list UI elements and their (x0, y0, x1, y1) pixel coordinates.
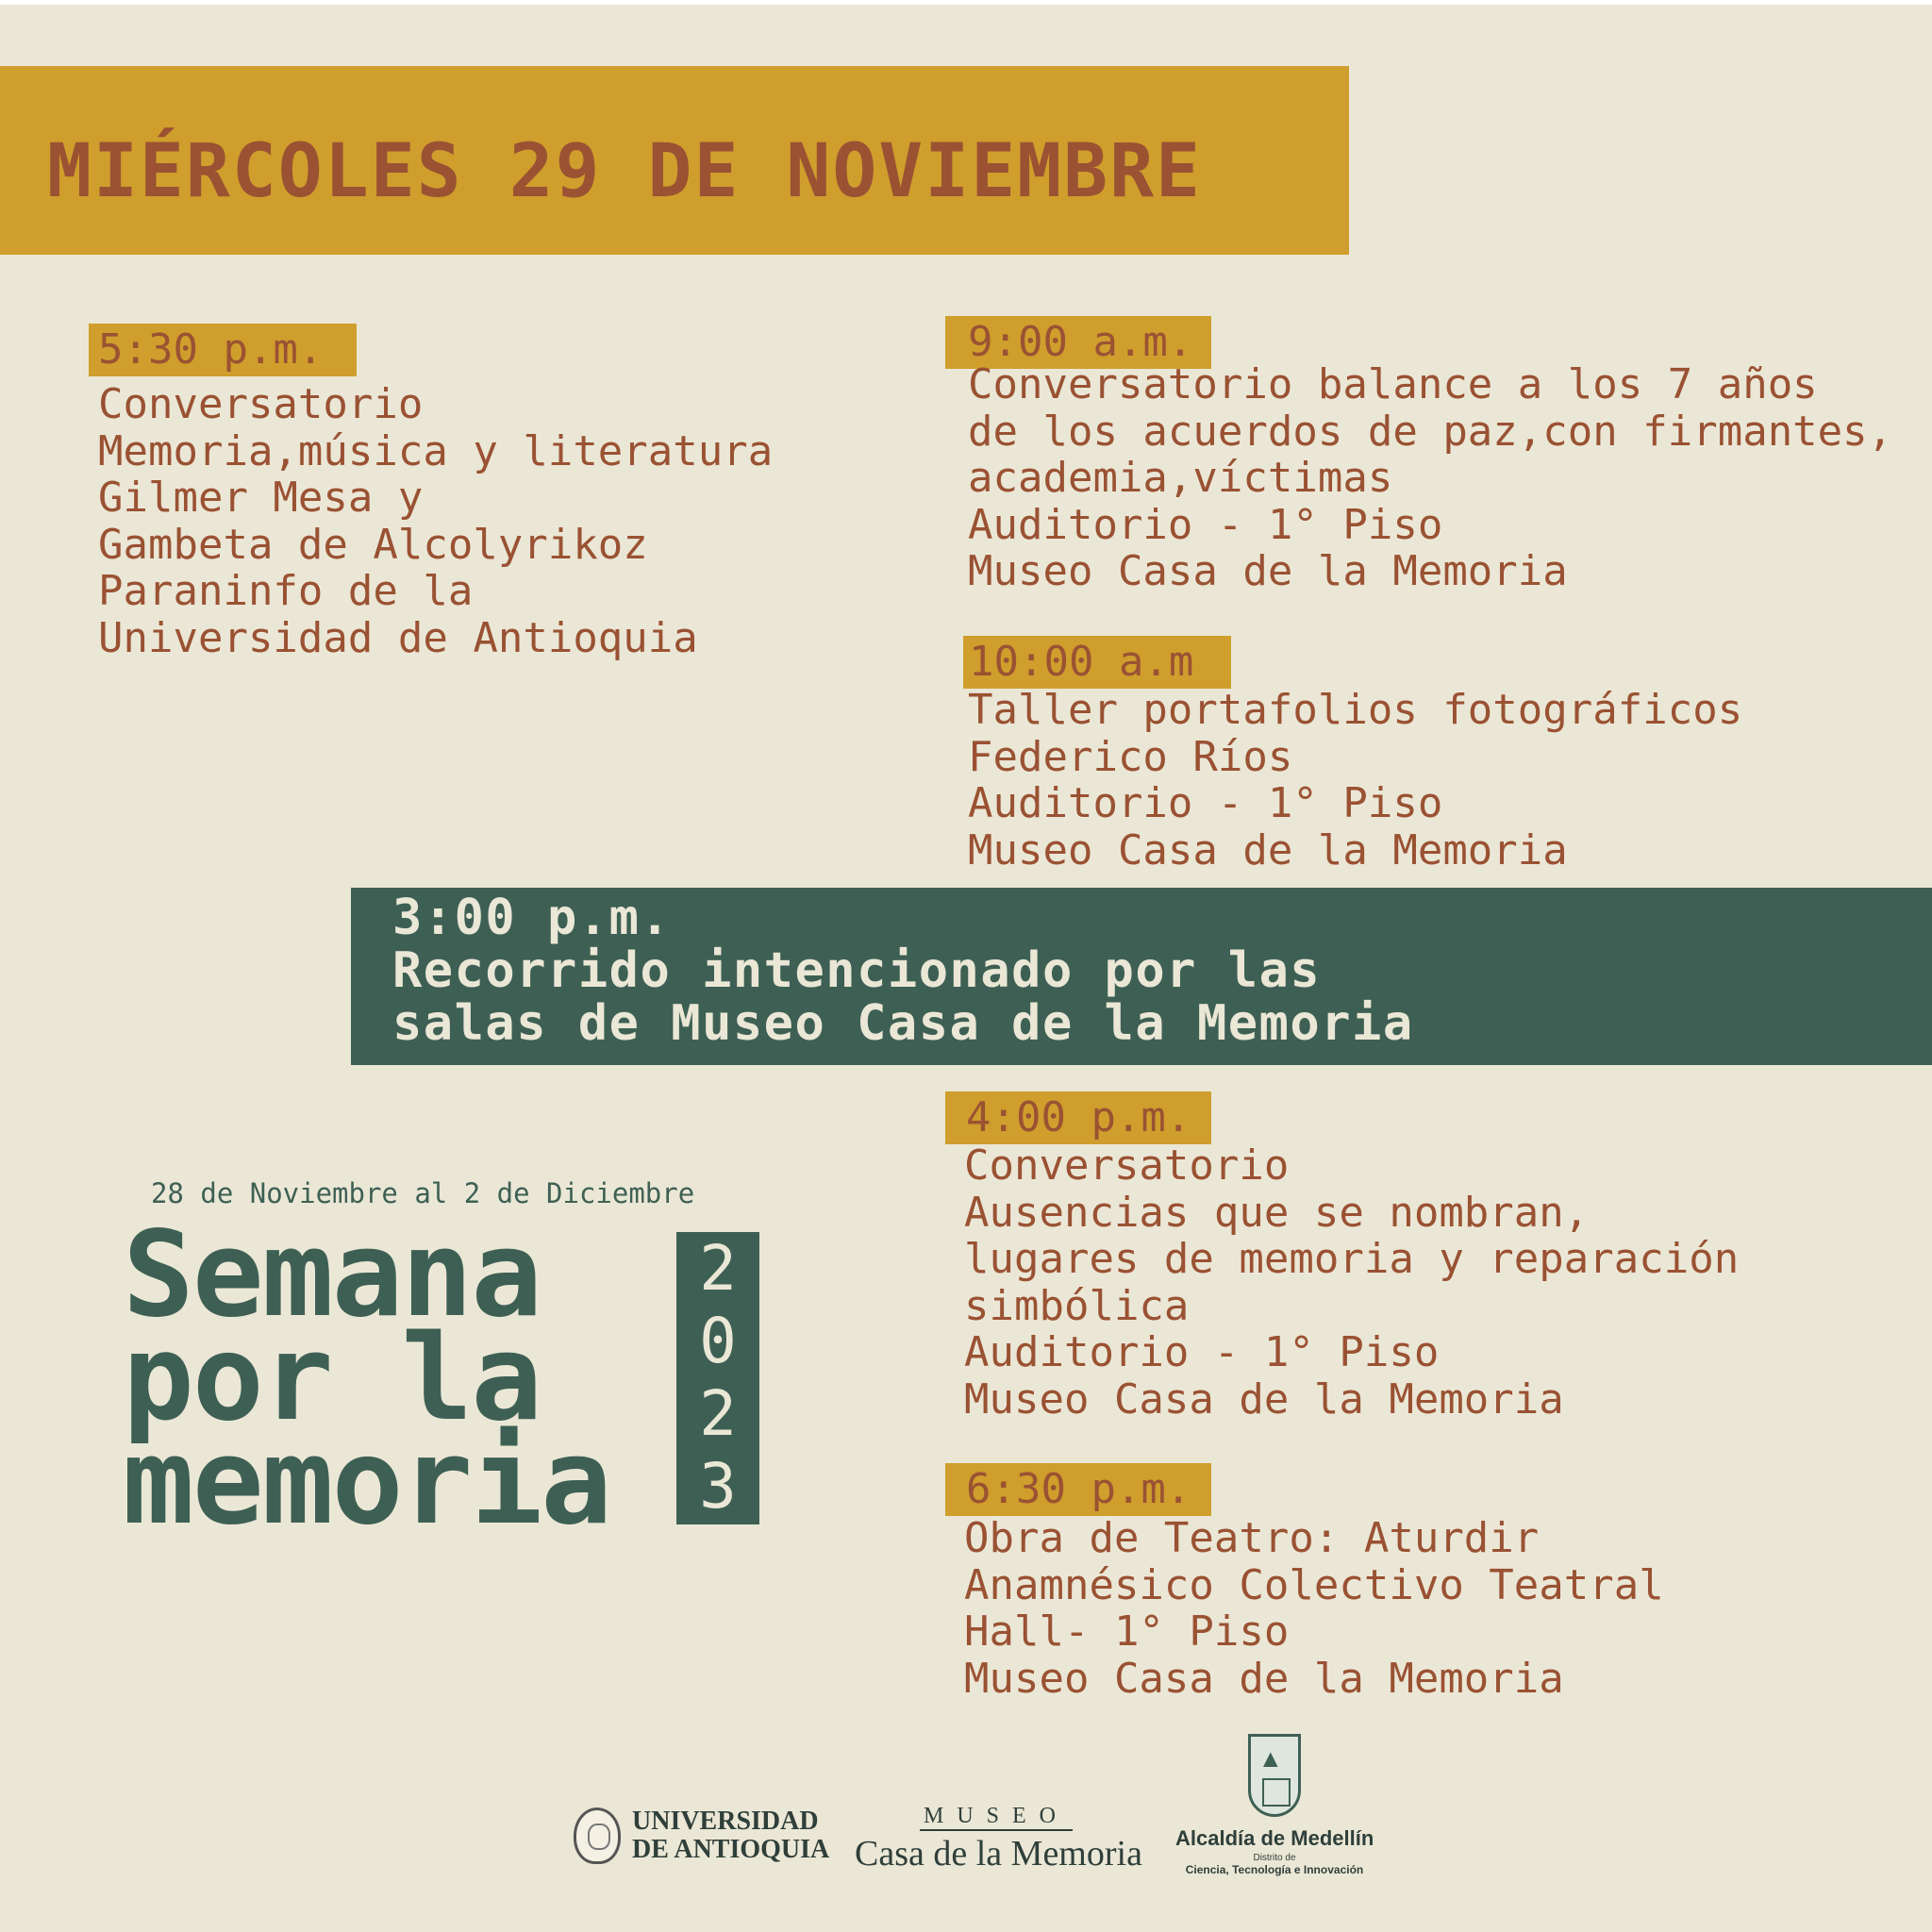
event-line: Memoria,música y literatura (98, 426, 774, 475)
event-line: Museo Casa de la Memoria (964, 1654, 1564, 1703)
alcaldia-subtitle: Ciencia, Tecnología e Innovación (1185, 1863, 1364, 1876)
event-details (968, 361, 1892, 595)
museo-logo-bottom: Casa de la Memoria (855, 1834, 1142, 1874)
event-line: Conversatorio (98, 380, 424, 428)
year-digit: 0 (699, 1305, 737, 1377)
event-line: Auditorio - 1° Piso (968, 500, 1443, 549)
brand-title-line: memoria (123, 1412, 611, 1551)
page-title: MIÉRCOLES 29 DE NOVIEMBRE (47, 129, 1202, 214)
year-digit: 3 (699, 1450, 737, 1523)
event-details (964, 1142, 1739, 1423)
event-line: Obra de Teatro: Aturdir (964, 1514, 1540, 1562)
year-digit: 2 (699, 1377, 737, 1450)
year-badge (676, 1232, 759, 1524)
brand-title-line: Semana (123, 1205, 541, 1343)
event-line: Paraninfo de la (98, 567, 474, 615)
event-line: Hall- 1° Piso (964, 1607, 1290, 1656)
event-line: de los acuerdos de paz,con firmantes, (968, 407, 1893, 456)
event-line: Universidad de Antioquia (98, 613, 698, 662)
event-time-badge: 6:30 p.m. (945, 1463, 1211, 1516)
featured-event-band (351, 888, 1932, 1065)
date-range: 28 de Noviembre al 2 de Diciembre (151, 1177, 695, 1209)
event-details (964, 1515, 1664, 1702)
university-seal-icon (574, 1807, 621, 1864)
brand-title-line: por la (123, 1308, 541, 1447)
event-line: Anamnésico Colectivo Teatral (964, 1560, 1664, 1609)
event-line: academia,víctimas (968, 454, 1393, 502)
featured-event-time: 3:00 p.m. (392, 890, 672, 946)
event-line: Federico Ríos (968, 732, 1293, 781)
date-banner (0, 66, 1349, 255)
top-strip (0, 0, 1932, 5)
museo-logo (855, 1804, 1142, 1874)
alcaldia-name: Alcaldía de Medellín (1175, 1826, 1374, 1850)
event-line: lugares de memoria y reparación (964, 1235, 1740, 1283)
event-line: Museo Casa de la Memoria (964, 1374, 1564, 1424)
event-line: Gilmer Mesa y (98, 474, 424, 522)
event-line: Taller portafolios fotográficos (968, 686, 1743, 734)
event-line: Gambeta de Alcolyrikoz (98, 520, 648, 569)
coat-of-arms-icon (1248, 1734, 1301, 1817)
featured-event-line: Recorrido intencionado por las (392, 942, 1322, 999)
featured-event-line: salas de Museo Casa de la Memoria (392, 995, 1414, 1052)
alcaldia-subtitle: Distrito de (1253, 1853, 1296, 1863)
event-line: Auditorio - 1° Piso (964, 1328, 1440, 1376)
year-digit: 2 (699, 1232, 737, 1305)
event-line: Museo Casa de la Memoria (968, 825, 1568, 874)
event-line: Conversatorio balance a los 7 años (968, 360, 1818, 408)
event-line: Ausencias que se nombran, (964, 1188, 1590, 1237)
sponsor-logos (566, 1726, 1377, 1896)
event-time-badge: 10:00 a.m (963, 636, 1231, 689)
event-line: Museo Casa de la Memoria (968, 547, 1568, 595)
event-details (98, 381, 773, 661)
event-time-badge: 4:00 p.m. (945, 1091, 1211, 1144)
event-time-badge: 9:00 a.m. (945, 316, 1211, 369)
event-line: Auditorio - 1° Piso (968, 779, 1443, 827)
event-line: simbólica (964, 1281, 1190, 1330)
event-details (968, 687, 1742, 874)
museo-logo-top: MUSEO (920, 1804, 1073, 1831)
university-name: UNIVERSIDAD DE ANTIOQUIA (632, 1807, 830, 1864)
event-line: Conversatorio (964, 1141, 1290, 1190)
event-time-badge: 5:30 p.m. (89, 324, 357, 376)
alcaldia-logo (1175, 1734, 1374, 1876)
